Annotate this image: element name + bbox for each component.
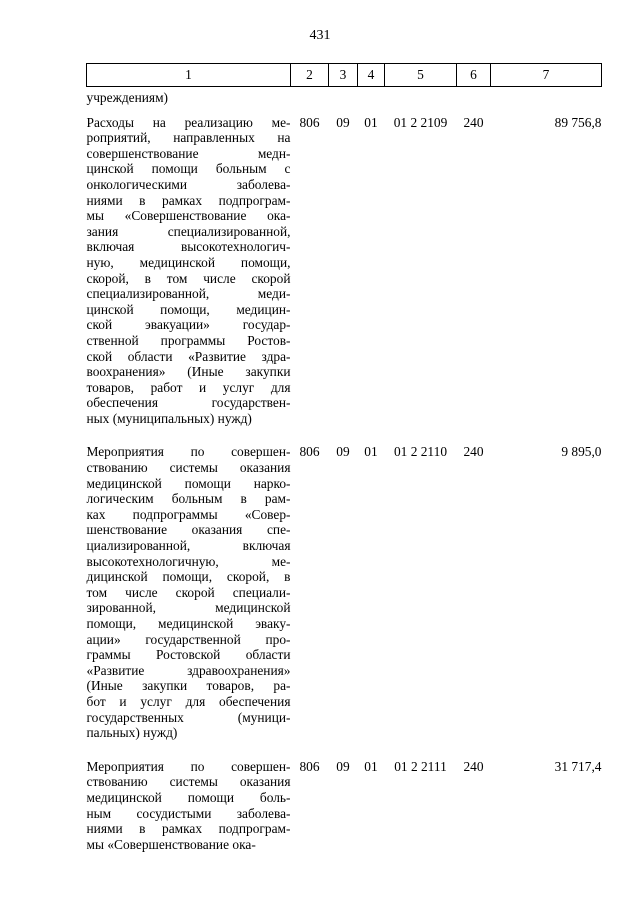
description-line: «Развитие здравоохранения»: [86, 662, 291, 678]
description-line: ской эвакуации» государ-: [86, 317, 291, 333]
description-line: ственной программы Ростов-: [86, 332, 291, 348]
row-description: [87, 106, 291, 427]
column-header-6: 6: [457, 64, 491, 87]
description-line: онкологическими заболева-: [86, 176, 291, 192]
ministry-code: 806: [299, 758, 320, 774]
description-line: высокотехнологичную, ме-: [86, 553, 291, 569]
description-line: медицинской помощи боль-: [86, 789, 291, 805]
column-header-7: 7: [491, 64, 602, 87]
description-line: товаров, работ и услуг для: [86, 379, 291, 395]
amount-value: 9 895,0: [561, 444, 602, 460]
expense-type-code: 240: [463, 758, 484, 774]
description-line: бот и услуг для обеспечения: [86, 693, 291, 709]
continuation-text: учреждениям): [86, 90, 169, 105]
description-line: совершенствование медн-: [86, 145, 291, 161]
subsection-code: 01: [364, 114, 378, 130]
row-description: [87, 741, 291, 853]
column-header-1: 1: [87, 64, 291, 87]
description-line: зания специализированной,: [86, 223, 291, 239]
column-header-3: 3: [329, 64, 358, 87]
description-line: медицинской помощи нарко-: [86, 475, 291, 491]
budget-table: [86, 63, 602, 852]
description-line: том числе скорой специали-: [86, 584, 291, 600]
table-header-row: [87, 64, 602, 87]
target-item-code: 01 2 2110: [393, 444, 448, 460]
description-line: ниями в рамках подпрограм-: [86, 821, 291, 837]
description-line: включая высокотехнологич-: [86, 239, 291, 255]
description-line: Мероприятия по совершен-: [86, 444, 291, 460]
section-code: 09: [336, 758, 350, 774]
description-line: скорой, в том числе скорой: [86, 270, 291, 286]
description-line: ную, медицинской помощи,: [86, 254, 291, 270]
expense-type-code: 240: [463, 444, 484, 460]
description-line: дицинской помощи, скорой, в: [86, 569, 291, 585]
description-line: ках подпрограммы «Совер-: [86, 506, 291, 522]
amount-value: 89 756,8: [554, 114, 602, 130]
target-item-code: 01 2 2111: [394, 758, 447, 774]
description-line: логическим больным в рам-: [86, 491, 291, 507]
description-line: цинской помощи, медицин-: [86, 301, 291, 317]
column-header-4: 4: [358, 64, 385, 87]
description-line: ской области «Развитие здра-: [86, 348, 291, 364]
section-code: 09: [336, 444, 350, 460]
description-line: ных (муниципальных) нужд): [86, 410, 252, 426]
ministry-code: 806: [299, 444, 320, 460]
table-row: [87, 426, 602, 740]
description-line: циализированной, включая: [86, 538, 291, 554]
description-line: Расходы на реализацию ме-: [86, 114, 291, 130]
description-line: мы «Совершенствование ока-: [86, 208, 291, 224]
description-line: ации» государственной про-: [86, 631, 291, 647]
description-line: Мероприятия по совершен-: [86, 758, 291, 774]
subsection-code: 01: [364, 758, 378, 774]
description-line: зированной, медицинской: [86, 600, 291, 616]
description-line: ствованию системы оказания: [86, 774, 291, 790]
table-row: [87, 741, 602, 853]
description-line: роприятий, направленных на: [86, 130, 291, 146]
description-line: мы «Совершенствование ока-: [86, 836, 256, 852]
table-row: [87, 106, 602, 427]
description-line: ствованию системы оказания: [86, 460, 291, 476]
description-line: пальных) нужд): [86, 725, 178, 741]
description-line: шенствование оказания спе-: [86, 522, 291, 538]
description-line: граммы Ростовской области: [86, 647, 291, 663]
page-number: 431: [309, 28, 331, 43]
column-header-5: 5: [385, 64, 457, 87]
expense-type-code: 240: [463, 114, 484, 130]
continuation-row: [87, 87, 602, 106]
description-line: ниями в рамках подпрограм-: [86, 192, 291, 208]
description-line: (Иные закупки товаров, ра-: [86, 678, 291, 694]
description-line: ным сосудистыми заболева-: [86, 805, 291, 821]
description-line: цинской помощи больным с: [86, 161, 291, 177]
description-line: обеспечения государствен-: [86, 395, 291, 411]
target-item-code: 01 2 2109: [393, 114, 448, 130]
description-line: помощи, медицинской эваку-: [86, 616, 291, 631]
section-code: 09: [336, 114, 350, 130]
description-line: специализированной, меди-: [86, 286, 291, 302]
ministry-code: 806: [299, 114, 320, 130]
column-header-2: 2: [291, 64, 329, 87]
description-line: государственных (муници-: [86, 709, 291, 725]
description-line: воохранения» (Иные закупки: [86, 364, 291, 380]
row-description: [87, 426, 291, 740]
subsection-code: 01: [364, 444, 378, 460]
amount-value: 31 717,4: [554, 758, 602, 774]
